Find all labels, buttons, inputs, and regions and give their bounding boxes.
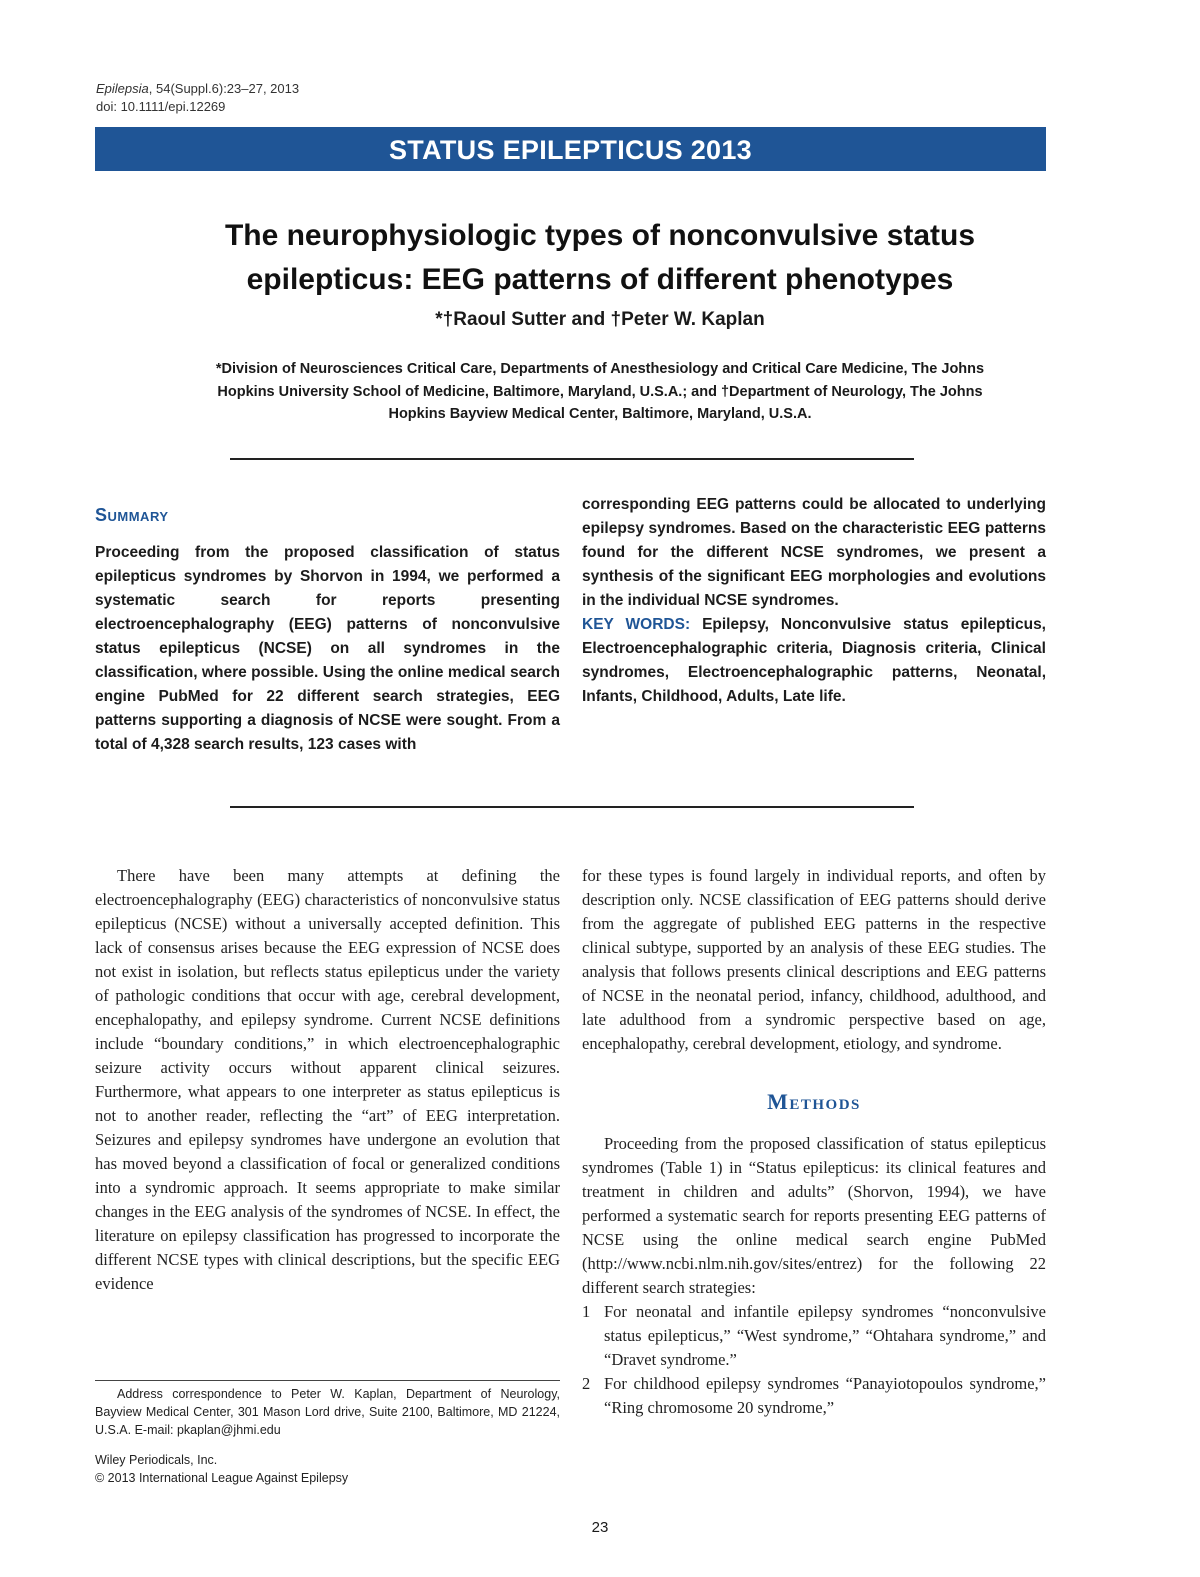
- list-item: [582, 1372, 1046, 1420]
- body-left-column: [95, 864, 560, 1296]
- summary-right-column: [582, 493, 1046, 709]
- footnote-divider: [95, 1380, 560, 1381]
- body-right-column: [582, 864, 1046, 1420]
- bottom-divider: [230, 806, 914, 808]
- article-title: [100, 214, 1100, 302]
- keywords-paragraph: [582, 613, 1046, 709]
- list-text: For neonatal and infantile epilepsy syndromes “nonconvulsive status epilepticus,” “West syndrome,” “Ohtahara syndrome,” and “Dravet syndrome.”: [604, 1302, 1046, 1369]
- authors: *†Raoul Sutter and †Peter W. Kaplan: [435, 309, 765, 330]
- list-text: For childhood epilepsy syndromes “Panayiotopoulos syndrome,” “Ring chromosome 20 syndrome,”: [604, 1374, 1046, 1417]
- page-number: 23: [591, 1519, 609, 1536]
- footnote: [95, 1385, 560, 1487]
- correspondence-address: Address correspondence to Peter W. Kaplan, Department of Neurology, Bayview Medical Center, 301 Mason Lord drive, Suite 2100, Baltimore, MD 21224, U.S.A. E-mail: pkaplan@jhmi.edu: [95, 1387, 560, 1437]
- summary-left-column: [95, 541, 560, 757]
- affil-line-2: Hopkins University School of Medicine, Baltimore, Maryland, U.S.A.; and †Department of Neurology, The Johns: [217, 383, 983, 400]
- top-divider: [230, 458, 914, 460]
- title-line-2: epilepticus: EEG patterns of different phenotypes: [246, 263, 954, 296]
- publisher: Wiley Periodicals, Inc.: [95, 1453, 218, 1467]
- journal-citation: [96, 80, 299, 116]
- methods-heading: Methods: [767, 1089, 861, 1114]
- methods-paragraph: Proceeding from the proposed classification of status epilepticus syndromes (Table 1) in “Status epilepticus: its clinical features and treatment in children and adults” (Shorvon, 1994), we have performed a systematic search for reports presenting EEG patterns of NCSE using the online medical search engine PubMed (http://www.ncbi.nlm.nih.gov/sites/entrez) for the following 22 different search strategies:: [582, 1134, 1046, 1297]
- intro-continued-paragraph: for these types is found largely in individual reports, and often by description only. NCSE classification of EEG patterns should derive from the aggregate of published EEG patterns in the respective clinical subtype, supported by an analysis of these EEG studies. The analysis that follows presents clinical descriptions and EEG patterns of NCSE in the neonatal period, infancy, childhood, adulthood, and late adulthood from a syndromic perspective based on age, encephalopathy, cerebral development, etiology, and syndrome.: [582, 866, 1046, 1053]
- keywords-label: KEY WORDS:: [582, 616, 691, 633]
- summary-heading: Summary: [95, 505, 169, 525]
- doi: doi: 10.1111/epi.12269: [96, 99, 226, 114]
- list-number: 2: [582, 1374, 591, 1393]
- copyright: © 2013 International League Against Epilepsy: [95, 1471, 349, 1485]
- summary-left-text: Proceeding from the proposed classification of status epilepticus syndromes by Shorvon in 1994, we performed a systematic search for reports presenting electroencephalography (EEG) patterns of nonconvulsive status epilepticus (NCSE) on all syndromes in the classification, where possible. Using the online medical search engine PubMed for 22 different search strategies, EEG patterns supporting a diagnosis of NCSE were sought. From a total of 4,328 search results, 123 cases with: [95, 544, 560, 753]
- list-item: [582, 1300, 1046, 1372]
- title-line-1: The neurophysiologic types of nonconvulsive status: [224, 219, 976, 252]
- journal-ref: , 54(Suppl.6):23–27, 2013: [148, 81, 300, 96]
- keywords-text: Epilepsy, Nonconvulsive status epilepticus, Electroencephalographic criteria, Diagnosis criteria, Clinical syndromes, Electroencephalographic patterns, Neonatal, Infants, Childhood, Adults, Late life.: [582, 616, 1046, 705]
- intro-paragraph: There have been many attempts at defining the electroencephalography (EEG) characteristics of nonconvulsive status epilepticus (NCSE) without a universally accepted definition. This lack of consensus arises because the EEG expression of NCSE does not exist in isolation, but reflects status epilepticus under the variety of pathologic conditions that occur with age, cerebral development, encephalopathy, and epilepsy syndrome. Current NCSE definitions include “boundary conditions,” in which electroencephalographic seizure activity occurs without apparent clinical seizures. Furthermore, what appears to one interpreter as status epilepticus is not to another reader, reflecting the “art” of EEG interpretation. Seizures and epilepsy syndromes have undergone an evolution that has moved beyond a classification of focal or generalized conditions into a syndromic approach. It seems appropriate to make similar changes in the EEG analysis of the syndromes of NCSE. In effect, the literature on epilepsy classification has progressed to incorporate the different NCSE types with clinical descriptions, but the specific EEG evidence: [95, 866, 560, 1293]
- affil-line-1: *Division of Neurosciences Critical Care, Departments of Anesthesiology and Critical Care Medicine, The Johns: [215, 361, 985, 377]
- affil-line-3: Hopkins Bayview Medical Center, Baltimore, Maryland, U.S.A.: [388, 406, 812, 422]
- section-banner: STATUS EPILEPTICUS 2013: [95, 127, 1046, 171]
- list-number: 1: [582, 1302, 591, 1321]
- affiliations: [95, 358, 1105, 426]
- summary-right-text: corresponding EEG patterns could be allocated to underlying epilepsy syndromes. Based on the characteristic EEG patterns found for the different NCSE syndromes, we present a synthesis of the significant EEG morphologies and evolutions in the individual NCSE syndromes.: [582, 496, 1046, 609]
- journal-name: Epilepsia: [96, 81, 149, 96]
